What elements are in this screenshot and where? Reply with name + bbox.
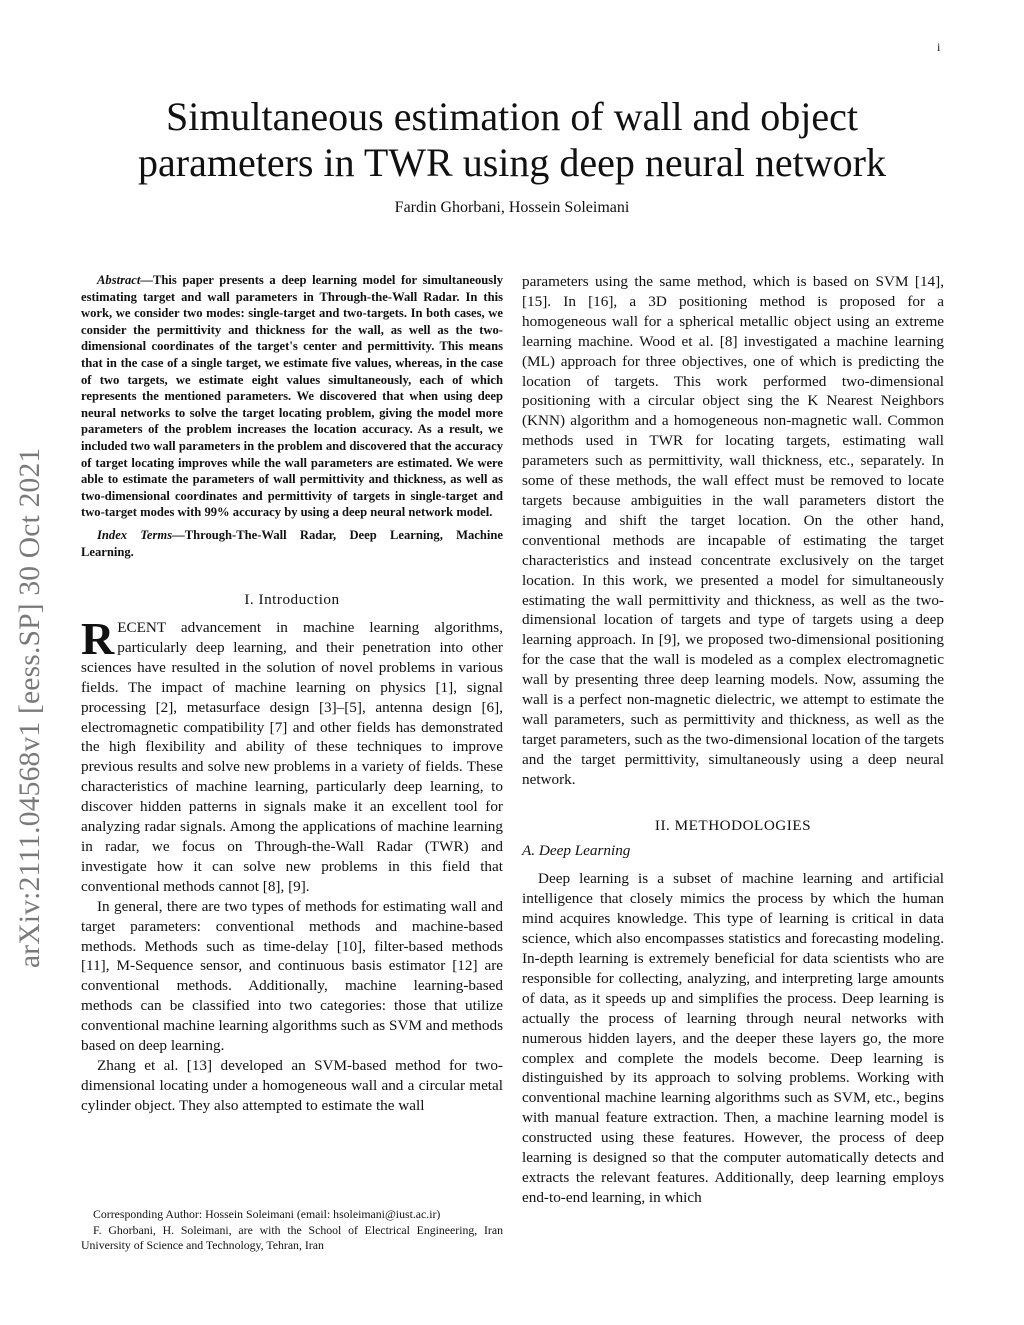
left-column	[81, 272, 503, 1116]
title-line-2: parameters in TWR using deep neural network	[138, 140, 886, 185]
right-paragraph-2: Deep learning is a subset of machine learning and artificial intelligence that closely mimics the process by which the human mind acquires knowledge. This type of learning is critical in data science, which also encompasses statistics and forecasting modeling. In-depth learning is extremely beneficial for data scientists who are responsible for collecting, analyzing, and interpreting large amounts of data, as it speeds up and simplifies the process. Deep learning is actually the process of learning through neural networks with numerous hidden layers, and the deeper these layers go, the more complex and complete the models become. Deep learning is distinguished by its approach to solving problems. Working with conventional machine learning algorithms such as SVM, etc., begins with manual feature extraction. Then, a machine learning model is constructed using these features. However, the process of deep learning is designed so that the computer automatically detects and extracts the relevant features. Additionally, deep learning employs end-to-end learning, in which	[522, 870, 944, 1206]
index-terms-text: —Through-The-Wall Radar, Deep Learning, Machine Learning.	[81, 527, 503, 559]
intro-paragraph-1	[81, 613, 503, 897]
right-column	[522, 272, 944, 1208]
footnotes	[81, 1207, 503, 1254]
right-paragraph-1: parameters using the same method, which is based on SVM [14], [15]. In [16], a 3D positioning method is proposed for a homogeneous wall for a spherical metallic object using an extreme learning machine. Wood et al. [8] investigated a machine learning (ML) approach for three objectives, one of which is predicting the location of targets. This work performed two-dimensional positioning with a circular object sing the K Nearest Neighbors (KNN) algorithm and a homogeneous non-magnetic wall. Common methods used in TWR for locating targets, estimating wall parameters such as permittivity, wall thickness, etc., separately. In some of these methods, the wall effect must be removed to locate targets because ambiguities in the wall parameters distort the imaging and shift the target location. On the other hand, conventional methods are incapable of estimating the target characteristics and instead concentrate exclusively on the target location. In this work, we presented a model for simultaneously estimating the wall permittivity and thickness, as well as the two-dimensional location of targets and type of targets using a deep learning approach. In [9], we proposed two-dimensional positioning for the case that the wall is modeled as a complex electromagnetic wall by presenting three deep learning models. Now, assuming the wall is a perfect non-magnetic dielectric, we attempt to estimate the wall parameters, such as permittivity and thickness, as well as the target parameters, such as the two-dimensional location of the targets and the target permittivity, simultaneously using a deep neural network.	[522, 273, 944, 788]
drop-cap: R	[81, 613, 115, 664]
footnote-corresponding-author: Corresponding Author: Hossein Soleimani (email: hsoleimani@iust.ac.ir)	[93, 1207, 441, 1221]
section-1-heading: I. Introduction	[244, 591, 340, 609]
abstract-text: —This paper presents a deep learning model for simultaneously estimating target and wall parameters in Through-the-Wall Radar. In this work, we consider two modes: single-target and two-targets. In both cases, we consider the permittivity and thickness for the wall, as well as the two-dimensional coordinates of the target's center and permittivity. This means that in the case of a single target, we estimate five values, whereas, in the case of two targets, we estimate eight values simultaneously, each of which represents the mentioned parameters. We discovered that when using deep neural networks to solve the target locating problem, giving the model more parameters of the problem increases the location accuracy. As a result, we included two wall parameters in the problem and discovered that the accuracy of target locating improves while the wall parameters are estimated. We were able to estimate the parameters of wall permittivity and thickness, as well as two-dimensional coordinates and permittivity of targets in single-target and two-target modes with 99% accuracy by using a deep neural network model.	[81, 273, 503, 520]
abstract	[81, 272, 503, 521]
abstract-label: Abstract	[97, 273, 141, 287]
index-terms-label: Index Terms	[97, 527, 173, 542]
page-number: i	[937, 40, 941, 54]
intro-paragraph-1-text: ECENT advancement in machine learning algorithms, particularly deep learning, and their penetration into other sciences have resulted in the solution of novel problems in various fields. The impact of machine learning on physics [1], signal processing [2], metasurface design [3]–[5], antenna design [6], electromagnetic compatibility [7] and other fields has demonstrated the high flexibility and ability of these techniques to improve previous results and solve new problems in a variety of fields. These characteristics of machine learning, particularly deep learning, to discover hidden patterns in signals make it an excellent tool for analyzing radar signals. Among the applications of machine learning in radar, we focus on Through-the-Wall Radar (TWR) and investigate how it can solve new problems in this field that conventional methods cannot [8], [9].	[81, 619, 503, 895]
authors: Fardin Ghorbani, Hossein Soleimani	[394, 199, 630, 216]
footnote-affiliation: F. Ghorbani, H. Soleimani, are with the School of Electrical Engineering, Iran University of Science and Technology, Tehran, Iran	[81, 1222, 503, 1252]
subsection-a-heading: A. Deep Learning	[522, 842, 631, 860]
paper-title	[80, 94, 944, 186]
intro-paragraph-3: Zhang et al. [13] developed an SVM-based method for two-dimensional locating under a homogeneous wall and a circular metal cylinder object. They also attempted to estimate the wall	[81, 1056, 503, 1114]
title-line-1: Simultaneous estimation of wall and object	[165, 94, 859, 139]
arxiv-stamp: arXiv:2111.04568v1 [eess.SP] 30 Oct 2021	[14, 447, 46, 968]
section-2-heading: II. METHODOLOGIES	[654, 816, 812, 834]
index-terms	[81, 527, 503, 560]
intro-paragraph-2: In general, there are two types of methods for estimating wall and target parameters: conventional methods and machine-based methods. Methods such as time-delay [10], filter-based methods [11], M-Sequence sensor, and continuous basis estimator [12] are conventional methods. Additionally, machine learning-based methods can be classified into two categories: those that utilize conventional machine learning algorithms such as SVM and methods based on deep learning.	[81, 897, 503, 1055]
